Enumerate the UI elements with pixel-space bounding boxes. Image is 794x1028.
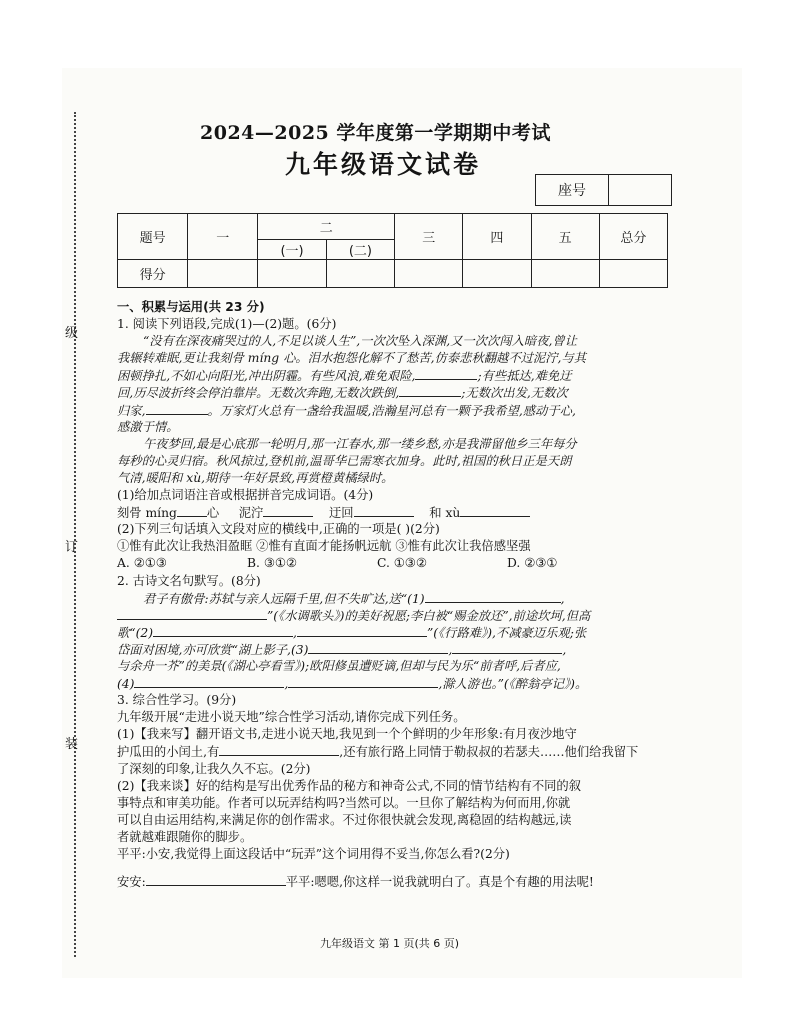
score-col-4: 四	[463, 214, 531, 260]
dialogue-line: 安安: 平平:嗯嗯,你这样一说我就明白了。真是个有趣的用法呢!	[117, 875, 594, 890]
passage-line: 感激于情。	[117, 419, 179, 434]
q3-sub2-line: 可以自由运用结构,来满足你的创作需求。不过你很快就会发现,离稳固的结构越远,读	[117, 812, 572, 827]
answer-blank[interactable]	[153, 624, 293, 637]
answer-blank[interactable]	[425, 590, 561, 603]
answer-blank[interactable]	[263, 504, 313, 517]
score-header-label: 题号	[118, 214, 188, 260]
answer-blank[interactable]	[308, 641, 448, 654]
answer-blank[interactable]	[146, 873, 286, 886]
option-a[interactable]: A. ②①③	[117, 556, 167, 571]
pinyin-items: 刻骨 míng 心 泥泞 迂回 和 xù	[117, 504, 677, 521]
option-b[interactable]: B. ③①②	[247, 556, 297, 571]
dialogue-line: 平平:小安,我觉得上面这段话中“玩弄”这个词用得不妥当,你怎么看?(2分)	[117, 847, 510, 861]
poetry-line: 与余舟一芥”的美景(《湖心亭看雪》);欧阳修虽遭贬谪,但却与民为乐“前者呼,后者应,	[117, 658, 561, 673]
answer-options	[117, 555, 677, 572]
score-cell[interactable]	[463, 260, 531, 288]
passage-line: “没有在深夜痛哭过的人,不足以谈人生”,一次次坠入深渊,又一次次闯入暗夜,曾让	[143, 334, 578, 349]
answer-blank[interactable]	[399, 384, 461, 397]
q3-sub2-line: (2)【我来谈】好的结构是写出优秀作品的秘方和神奇公式,不同的情节结构有不同的叙	[117, 778, 582, 793]
score-col-2-sub2: (二)	[326, 240, 394, 260]
sub-question-2-sentences: ①惟有此次让我热泪盈眶 ②惟有直面才能扬帆远航 ③惟有此次让我倍感坚强	[117, 539, 531, 554]
seat-number-box	[535, 174, 672, 206]
question-1-stem: 1. 阅读下列语段,完成(1)—(2)题。(6分)	[117, 317, 337, 332]
score-cell[interactable]	[599, 260, 667, 288]
section-heading: 一、积累与运用(共 23 分)	[117, 300, 265, 314]
q3-sub1-line: (1)【我来写】翻开语文书,走进小说天地,我见到一个个鲜明的少年形象:有月夜沙地守	[117, 727, 577, 742]
answer-blank[interactable]	[415, 367, 477, 380]
answer-blank[interactable]	[177, 504, 207, 517]
binding-dotted-line	[74, 112, 76, 957]
q3-sub1-line: 了深刻的印象,让我久久不忘。(2分)	[117, 761, 311, 776]
poetry-line: 歌“(2) , ”(《行路难》),不减豪迈乐观;张	[117, 625, 587, 640]
option-d[interactable]: D. ②③①	[507, 556, 558, 571]
q3-sub1-line: 护瓜田的小闰土,有 ,还有旅行路上同情于勒叔叔的若瑟夫……他们给我留下	[117, 745, 639, 760]
side-label-staple: 装	[65, 737, 79, 752]
score-col-2: 二	[258, 214, 395, 240]
passage-line: 午夜梦回,最是心底那一轮明月,那一江春水,那一缕乡愁,亦是我滞留他乡三年每分	[143, 436, 577, 451]
score-row-label: 得分	[118, 260, 188, 288]
poetry-line: ”(《水调歌头》)的美好祝愿;李白被“赐金放还”,前途坎坷,但高	[117, 607, 677, 624]
q3-sub2-line: 者就越难跟随你的脚步。	[117, 829, 253, 844]
answer-blank[interactable]	[117, 607, 267, 620]
poetry-line: 岱面对困境,亦可欣赏“湖上影子,(3) , ,	[117, 642, 567, 657]
side-label-class: 级	[65, 326, 79, 341]
passage-line: 每秒的心灵归宿。秋风掠过,登机前,温哥华已需寒衣加身。此时,祖国的秋日正是天朗	[117, 453, 572, 468]
score-col-3: 三	[395, 214, 463, 260]
question-2-stem: 2. 古诗文名句默写。(8分)	[117, 573, 261, 588]
answer-blank[interactable]	[288, 675, 438, 688]
poetry-line: (4) , ,滁人游也。”(《醉翁亭记》)。	[117, 677, 588, 692]
score-cell[interactable]	[258, 260, 326, 288]
answer-blank[interactable]	[354, 504, 414, 517]
exam-subtitle: 九年级语文试卷	[285, 150, 482, 179]
q3-sub2-line: 事特点和审美功能。作者可以玩弄结构吗?当然可以。一旦你了解结构为何而用,你就	[117, 795, 571, 810]
score-col-1: 一	[188, 214, 258, 260]
poetry-line: 君子有傲骨:苏轼与亲人远隔千里,但不失旷达,送“(1) ,	[143, 591, 565, 606]
side-label-bind: 订	[65, 540, 79, 555]
option-c[interactable]: C. ①③②	[377, 556, 427, 571]
question-3-intro: 九年级开展“走进小说天地”综合性学习活动,请你完成下列任务。	[117, 710, 466, 725]
score-cell[interactable]	[531, 260, 599, 288]
answer-blank[interactable]	[146, 402, 208, 415]
answer-blank[interactable]	[452, 641, 562, 654]
score-col-5: 五	[531, 214, 599, 260]
exam-content	[117, 299, 677, 890]
sub-question-1: (1)给加点词语注音或根据拼音完成词语。(4分)	[117, 488, 374, 503]
answer-blank[interactable]	[219, 743, 339, 756]
seat-label: 座号	[536, 175, 609, 206]
exam-title: 2024—2025 学年度第一学期期中考试	[200, 122, 551, 144]
passage-line: 困顿挣扎,不如心向阳光,冲出阴霾。有些风浪,难免艰险, ;有些抵达,难免迂	[117, 369, 572, 384]
answer-blank[interactable]	[460, 504, 530, 517]
passage-line: 归家, 。万家灯火总有一盏给我温暖,浩瀚星河总有一颗予我希望,感动于心,	[117, 403, 576, 418]
seat-number-field[interactable]	[609, 175, 672, 206]
passage-line: 我辗转难眠,更让我刻骨 míng 心。泪水抱怨化解不了愁苦,仿泰悲秋翻越不过泥泞,与其	[117, 351, 587, 366]
score-col-total: 总分	[599, 214, 667, 260]
answer-blank[interactable]	[134, 675, 284, 688]
score-cell[interactable]	[395, 260, 463, 288]
passage-line: 回,历尽波折终会停泊靠岸。无数次奔跑,无数次跌倒, ;无数次出发,无数次	[117, 386, 568, 401]
sub-question-2: (2)下列三句话填入文段对应的横线中,正确的一项是( )(2分)	[117, 522, 440, 537]
answer-blank[interactable]	[297, 624, 427, 637]
passage-line: 气清,暖阳和 xù,期待一年好景致,再赏橙黄橘绿时。	[117, 470, 394, 485]
score-cell[interactable]	[188, 260, 258, 288]
score-cell[interactable]	[326, 260, 394, 288]
score-table	[117, 213, 668, 288]
score-col-2-sub1: (一)	[258, 240, 326, 260]
question-3-stem: 3. 综合性学习。(9分)	[117, 693, 237, 708]
page-footer: 九年级语文 第 1 页(共 6 页)	[320, 937, 460, 950]
